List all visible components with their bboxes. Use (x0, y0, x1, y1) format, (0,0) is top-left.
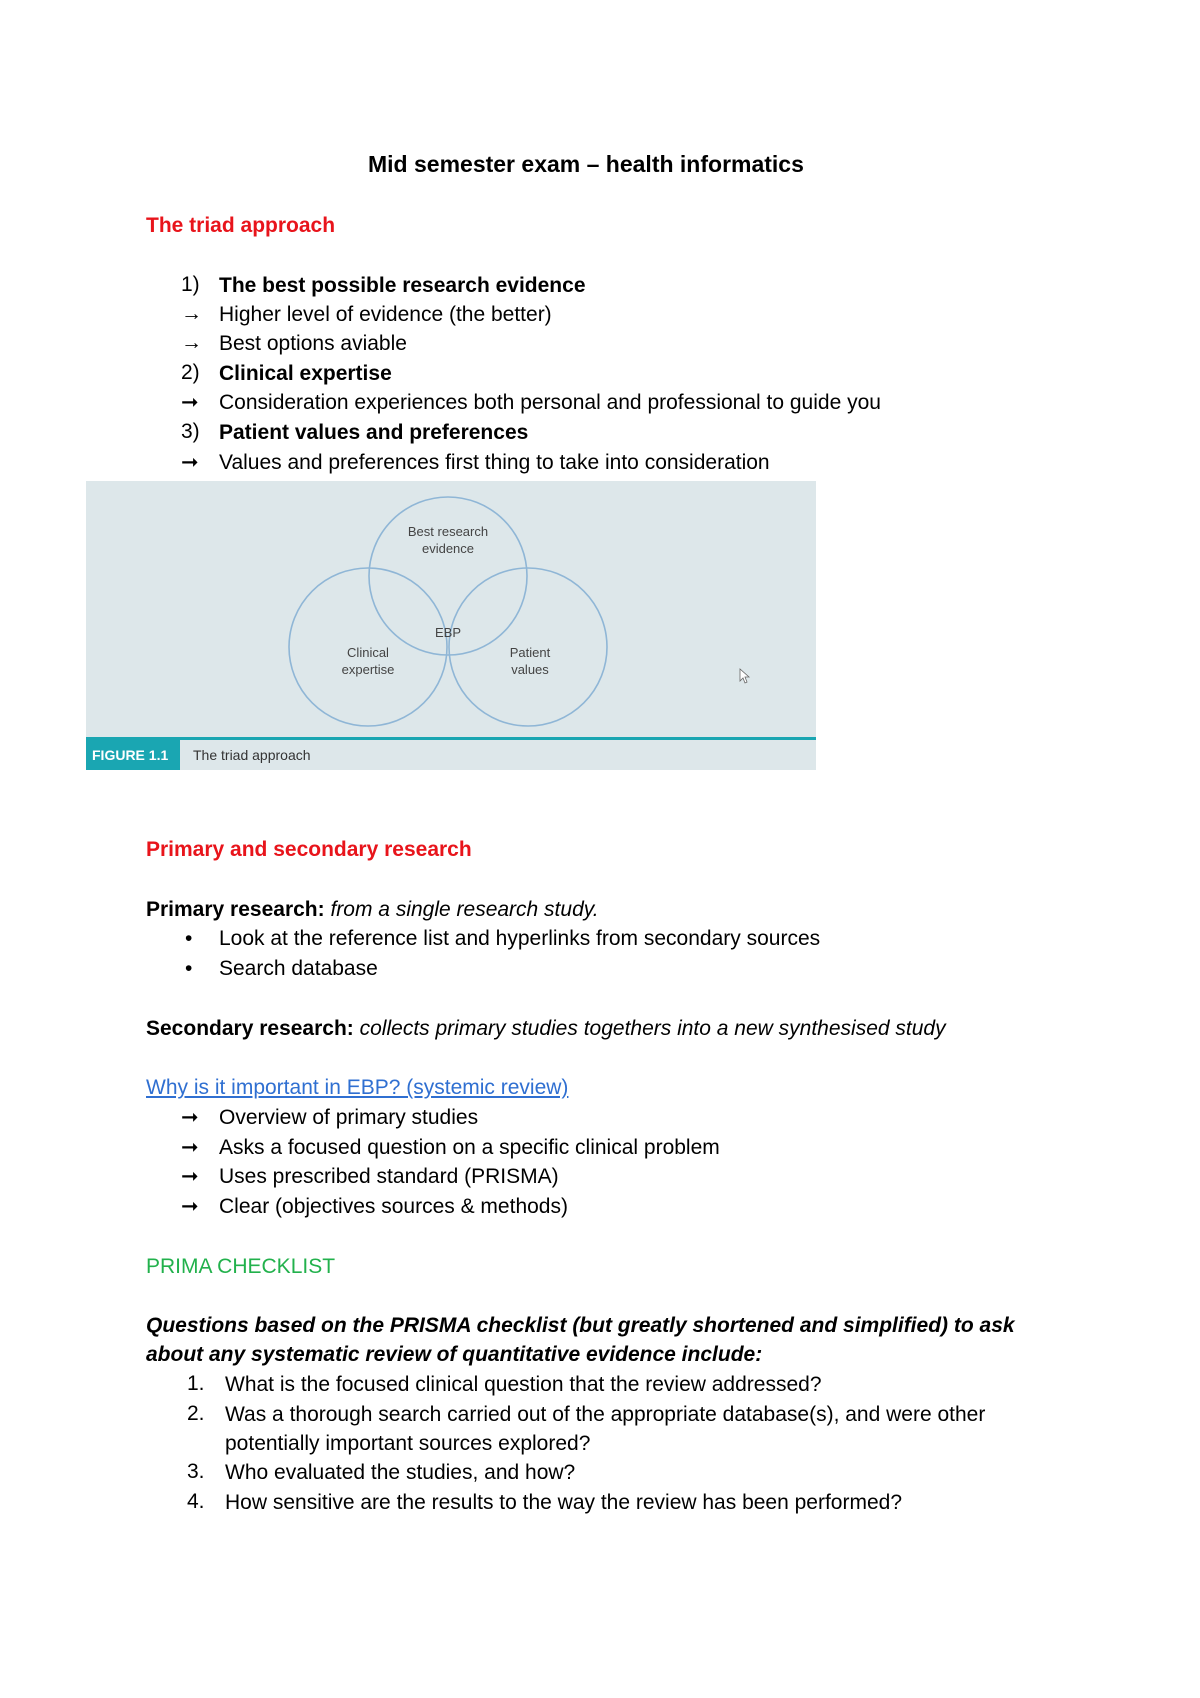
circle-left-line2: expertise (341, 662, 395, 677)
question-3: Who evaluated the studies, and how? (225, 1461, 576, 1484)
triad-marker-3: 3) (181, 420, 200, 443)
triad-item-7: Values and preferences first thing to take into consideration (219, 451, 770, 474)
arrow-icon: → (181, 331, 202, 354)
why-item-1: Overview of primary studies (219, 1106, 479, 1129)
figure-caption: The triad approach (193, 747, 311, 763)
why-item-3: Uses prescribed standard (PRISMA) (219, 1165, 559, 1188)
primary-research-line (146, 897, 599, 923)
triad-marker-1: 1) (181, 273, 200, 296)
secondary-text: collects primary studies togethers into a new synthesised study (359, 1017, 946, 1040)
primary-label: Primary research: (146, 898, 325, 921)
triad-item-1: The best possible research evidence (219, 274, 586, 297)
triad-item-5: Consideration experiences both personal and professional to guide you (219, 391, 881, 414)
question-2-line1: Was a thorough search carried out of the appropriate database(s), and were other (225, 1403, 986, 1426)
research-heading: Primary and secondary research (146, 838, 472, 861)
why-heading-link[interactable]: Why is it important in EBP? (systemic review) (146, 1076, 569, 1099)
arrow-icon: → (181, 302, 202, 325)
primary-text: from a single research study. (330, 898, 599, 921)
arrow-icon: ➞ (181, 1136, 199, 1159)
circle-left-line1: Clinical (347, 645, 389, 660)
bullet-icon: • (185, 927, 193, 950)
circle-right-line2: values (511, 662, 549, 677)
arrow-icon: ➞ (181, 451, 199, 474)
question-number: 3. (187, 1460, 205, 1483)
question-1: What is the focused clinical question that the review addressed? (225, 1373, 822, 1396)
question-2-line2: potentially important sources explored? (225, 1432, 591, 1455)
question-number: 1. (187, 1372, 205, 1395)
bullet-icon: • (185, 957, 193, 980)
arrow-icon: ➞ (181, 1195, 199, 1218)
prisma-intro-1: Questions based on the PRISMA checklist (but greatly shortened and simplified) to ask (146, 1314, 1015, 1337)
center-label: EBP (434, 625, 462, 640)
question-4: How sensitive are the results to the way the review has been performed? (225, 1491, 903, 1514)
triad-item-2: Higher level of evidence (the better) (219, 303, 552, 326)
arrow-icon: ➞ (181, 1106, 199, 1129)
question-number: 4. (187, 1490, 205, 1513)
secondary-label: Secondary research: (146, 1017, 354, 1040)
venn-diagram (86, 481, 816, 737)
triad-marker-2: 2) (181, 361, 200, 384)
circle-top-line1: Best research (407, 524, 489, 539)
circle-top-line2: evidence (421, 541, 475, 556)
question-number: 2. (187, 1402, 205, 1425)
primary-bullet-1: Look at the reference list and hyperlinks from secondary sources (219, 927, 821, 950)
circle-right-line1: Patient (509, 645, 551, 660)
arrow-icon: ➞ (181, 1165, 199, 1188)
why-item-4: Clear (objectives sources & methods) (219, 1195, 568, 1218)
secondary-research-line (146, 1016, 946, 1042)
triad-heading: The triad approach (146, 214, 336, 237)
page-title: Mid semester exam – health informatics (368, 151, 804, 177)
cursor-icon (740, 669, 749, 683)
primary-bullet-2: Search database (219, 957, 378, 980)
arrow-icon: ➞ (181, 391, 199, 414)
triad-item-3: Best options aviable (219, 332, 407, 355)
why-item-2: Asks a focused question on a specific clinical problem (219, 1136, 720, 1159)
triad-figure (86, 481, 816, 770)
prisma-heading: PRIMA CHECKLIST (146, 1255, 336, 1278)
figure-label: FIGURE 1.1 (86, 740, 180, 770)
prisma-intro-2: about any systematic review of quantitative evidence include: (146, 1343, 763, 1366)
triad-item-4: Clinical expertise (219, 362, 392, 385)
triad-item-6: Patient values and preferences (219, 421, 529, 444)
